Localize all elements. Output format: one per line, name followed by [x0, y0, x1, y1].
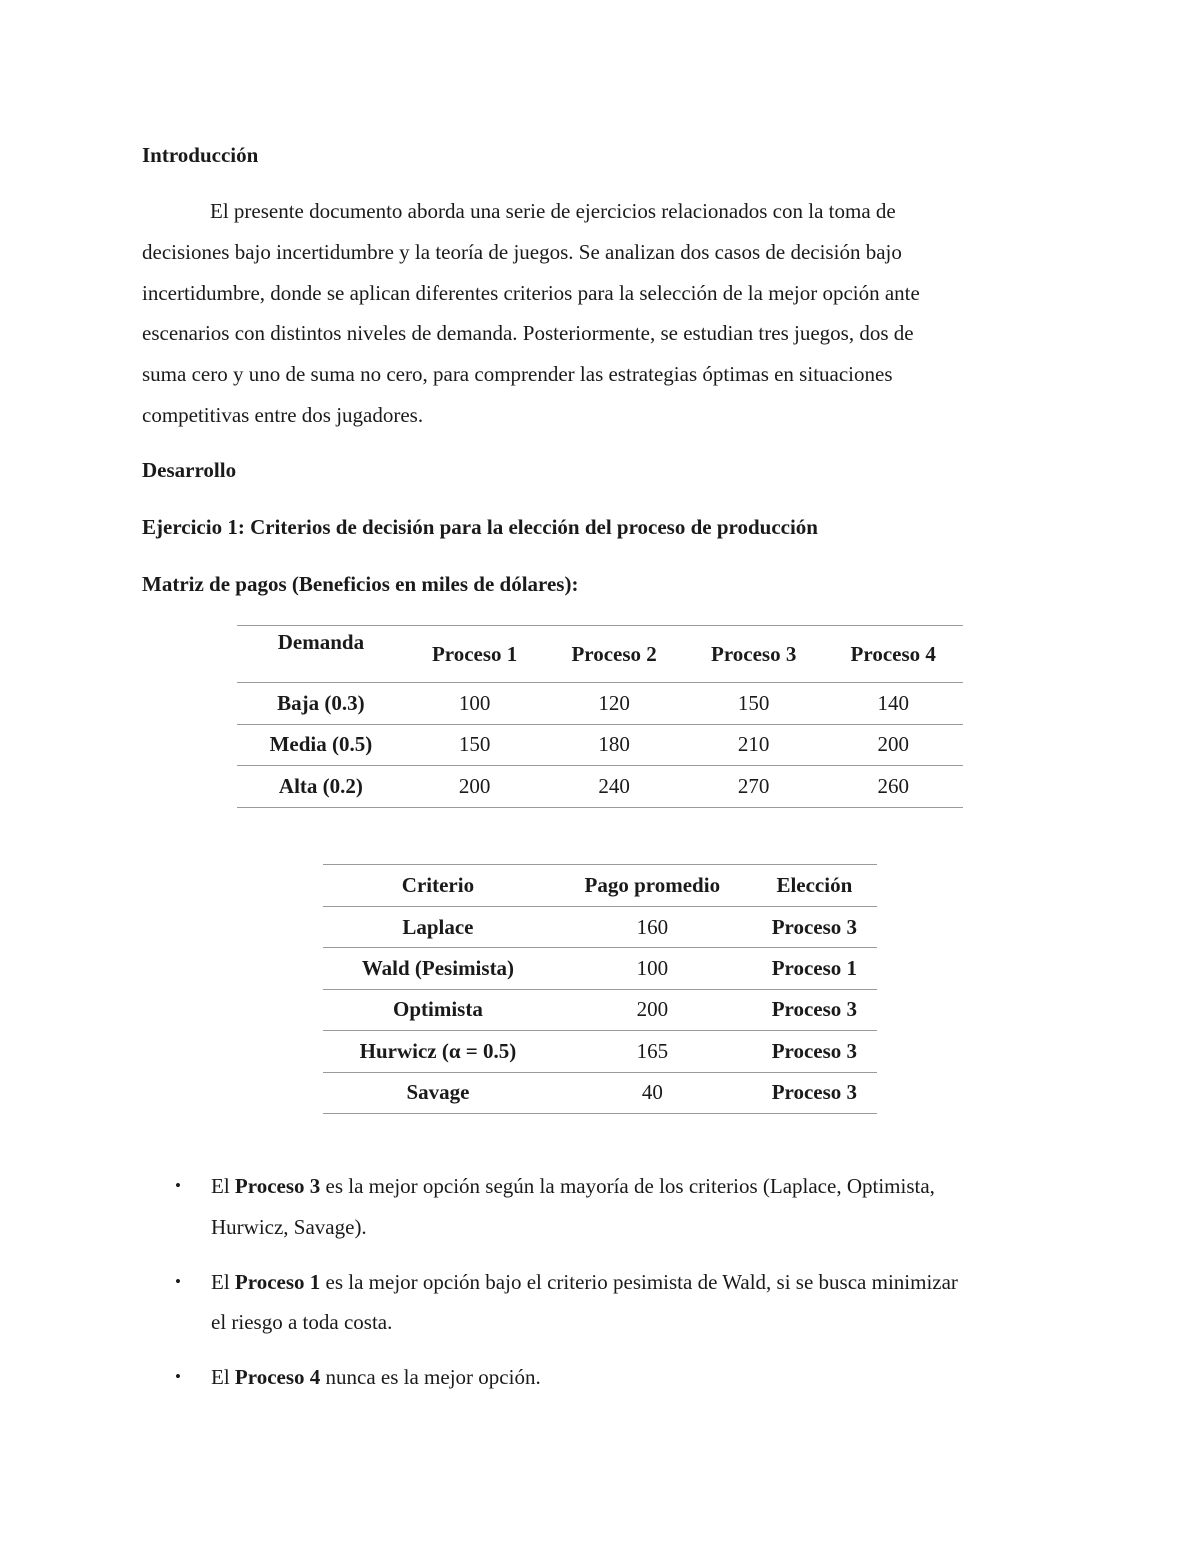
bullet-prefix: El — [211, 1269, 235, 1294]
table-row — [323, 907, 877, 948]
table-row — [323, 948, 877, 989]
intro-line: incertidumbre, donde se aplican diferentes criterios para la selección de la mejor opción ante — [142, 280, 920, 305]
column-header: Proceso 4 — [823, 626, 963, 683]
bullet-text: es la mejor opción bajo el criterio pesimista de Wald, si se busca minimizar — [320, 1269, 958, 1294]
table-cell: 180 — [544, 724, 684, 766]
table-cell: Proceso 3 — [752, 907, 877, 948]
heading-desarrollo: Desarrollo — [142, 458, 237, 482]
intro-line: competitivas entre dos jugadores. — [142, 402, 424, 427]
bullet-line — [211, 1357, 1062, 1398]
row-header: Laplace — [323, 907, 553, 948]
bullet-line: el riesgo a toda costa. — [211, 1310, 393, 1335]
intro-line: escenarios con distintos niveles de demanda. Posteriormente, se estudian tres juegos, dos de — [142, 321, 914, 346]
list-item — [142, 1166, 1062, 1248]
bullet-prefix: El — [211, 1365, 235, 1390]
row-header: Wald (Pesimista) — [323, 948, 553, 989]
table-cell: 210 — [684, 724, 824, 766]
column-header: Proceso 3 — [684, 626, 824, 683]
criteria-table — [323, 864, 877, 1114]
bullet-bold-term: Proceso 4 — [234, 1365, 321, 1390]
table-row — [323, 1072, 877, 1113]
table-cell: 100 — [405, 683, 545, 725]
table-header-row — [237, 626, 963, 683]
intro-line: decisiones bajo incertidumbre y la teoría de juegos. Se analizan dos casos de decisión bajo — [142, 239, 902, 264]
list-item — [142, 1357, 1062, 1398]
table-cell: 200 — [405, 766, 545, 808]
table-cell: 160 — [553, 907, 752, 948]
row-header: Baja (0.3) — [237, 683, 405, 725]
intro-line: El presente documento aborda una serie de ejercicios relacionados con la toma de — [210, 199, 896, 223]
table-cell: 270 — [684, 766, 824, 808]
row-header: Hurwicz (α = 0.5) — [323, 1031, 553, 1072]
table-row — [237, 683, 963, 725]
bullet-text: es la mejor opción según la mayoría de los criterios (Laplace, Optimista, — [320, 1174, 935, 1198]
table-row — [237, 766, 963, 808]
table-cell: 140 — [823, 683, 963, 725]
table-row — [237, 724, 963, 766]
bullet-line — [211, 1262, 1062, 1303]
table-cell: 100 — [553, 948, 752, 989]
conclusion-bullet-list — [142, 1166, 1062, 1412]
table-cell: Proceso 1 — [752, 948, 877, 989]
bullet-line: Hurwicz, Savage). — [211, 1214, 367, 1239]
column-header: Demanda — [237, 626, 405, 683]
row-header: Alta (0.2) — [237, 766, 405, 808]
heading-ejercicio-1: Ejercicio 1: Criterios de decisión para la elección del proceso de producción — [142, 515, 818, 539]
table-header-row — [323, 865, 877, 907]
table-cell: 260 — [823, 766, 963, 808]
column-header: Proceso 1 — [405, 626, 545, 683]
heading-introduccion: Introducción — [142, 143, 259, 167]
row-header: Media (0.5) — [237, 724, 405, 766]
row-header: Savage — [323, 1072, 553, 1113]
heading-matriz-de-pagos: Matriz de pagos (Beneficios en miles de dólares): — [142, 572, 579, 596]
intro-paragraph — [142, 191, 1042, 436]
column-header: Proceso 2 — [544, 626, 684, 683]
table-cell: 150 — [405, 724, 545, 766]
column-header: Pago promedio — [553, 865, 752, 907]
table-cell: Proceso 3 — [752, 1072, 877, 1113]
intro-line: suma cero y uno de suma no cero, para comprender las estrategias óptimas en situaciones — [142, 362, 893, 387]
bullet-bold-term: Proceso 3 — [234, 1174, 321, 1198]
table-row — [323, 1031, 877, 1072]
bullet-icon: • — [175, 1176, 181, 1195]
column-header: Elección — [752, 865, 877, 907]
table-cell: 40 — [553, 1072, 752, 1113]
list-item — [142, 1262, 1062, 1344]
table-cell: 240 — [544, 766, 684, 808]
table-cell: 200 — [823, 724, 963, 766]
bullet-icon: • — [175, 1271, 181, 1291]
table-cell: 165 — [553, 1031, 752, 1072]
bullet-text: nunca es la mejor opción. — [320, 1365, 541, 1390]
bullet-bold-term: Proceso 1 — [234, 1269, 321, 1294]
table-row — [323, 989, 877, 1030]
table-cell: Proceso 3 — [752, 989, 877, 1030]
table-cell: 120 — [544, 683, 684, 725]
column-header: Criterio — [323, 865, 553, 907]
bullet-line — [211, 1166, 1062, 1207]
row-header: Optimista — [323, 989, 553, 1030]
payoff-table — [237, 625, 963, 808]
bullet-icon: • — [175, 1367, 181, 1387]
bullet-prefix: El — [211, 1174, 235, 1198]
table-cell: 200 — [553, 989, 752, 1030]
table-cell: 150 — [684, 683, 824, 725]
table-cell: Proceso 3 — [752, 1031, 877, 1072]
